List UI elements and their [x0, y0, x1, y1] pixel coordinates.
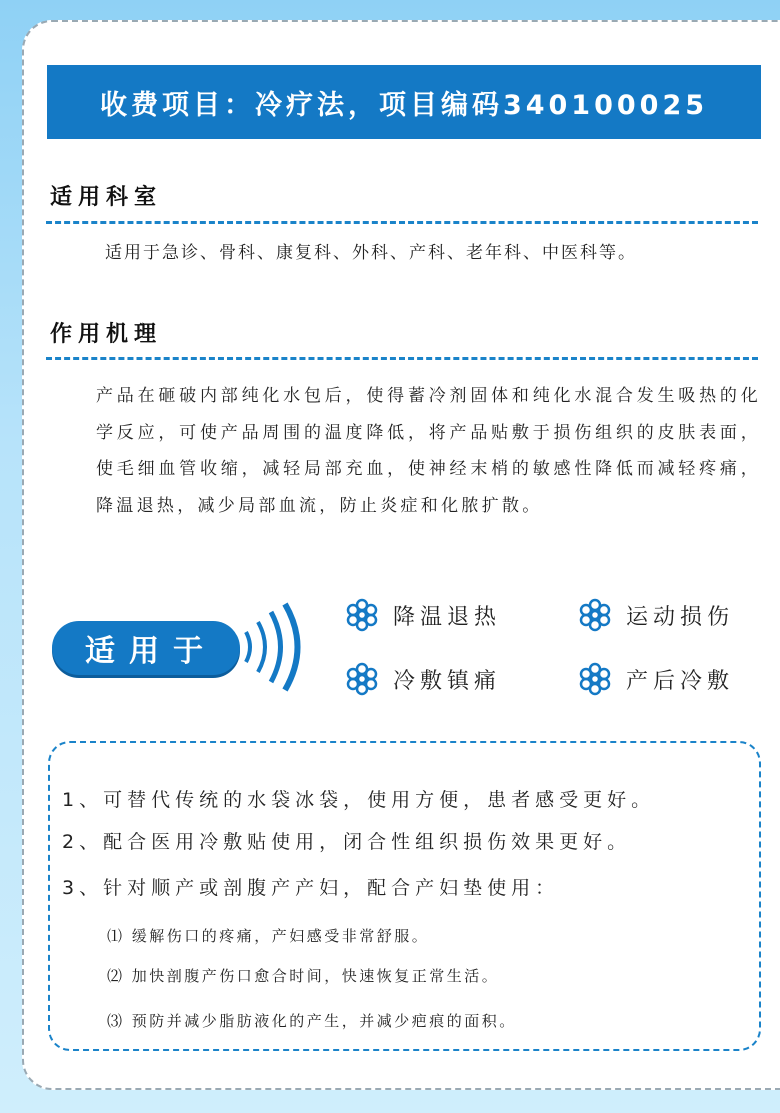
- note-item: 3、针对顺产或剖腹产产妇，配合产妇垫使用：: [62, 877, 560, 899]
- snowflake-icon: [345, 598, 379, 632]
- fee-item-banner: 收费项目：冷疗法，项目编码340100025: [47, 65, 761, 139]
- applicable-item: [345, 598, 501, 632]
- note-subitem: ⑵ 加快剖腹产伤口愈合时间，快速恢复正常生活。: [107, 967, 500, 985]
- applicable-item-label: 产后冷敷: [626, 668, 735, 694]
- signal-waves-icon: [238, 602, 318, 692]
- mechanism-text: 产品在砸破内部纯化水包后，使得蓄冷剂固体和纯化水混合发生吸热的化学反应，可使产品周围的温度降低，将产品贴敷于损伤组织的皮肤表面，使毛细血管收缩，减轻局部充血，使神经末梢的敏感性降低而减轻疼痛，降温退热，减少局部血流，防止炎症和化脓扩散。: [96, 386, 761, 516]
- departments-text: 适用于急诊、骨科、康复科、外科、产科、老年科、中医科等。: [105, 243, 637, 263]
- applicable-item-label: 降温退热: [393, 604, 502, 630]
- note-subitem: ⑴ 缓解伤口的疼痛，产妇感受非常舒服。: [107, 927, 430, 945]
- applicable-item: [578, 662, 734, 696]
- applicable-item-label: 冷敷镇痛: [393, 668, 502, 694]
- note-item: 2、配合医用冷敷贴使用，闭合性组织损伤效果更好。: [62, 831, 632, 853]
- departments-title: 适用科室: [50, 185, 163, 210]
- note-subitem: ⑶ 预防并减少脂肪液化的产生，并减少疤痕的面积。: [107, 1012, 517, 1030]
- applicable-item: [345, 662, 501, 696]
- applicable-badge: 适用于: [52, 621, 240, 675]
- applicable-item-label: 运动损伤: [626, 604, 735, 630]
- applicable-item: [578, 598, 734, 632]
- snowflake-icon: [578, 662, 612, 696]
- mechanism-divider: [46, 357, 758, 360]
- snowflake-icon: [345, 662, 379, 696]
- snowflake-icon: [578, 598, 612, 632]
- mechanism-title: 作用机理: [50, 322, 163, 347]
- departments-divider: [46, 221, 758, 224]
- note-item: 1、可替代传统的水袋冰袋，使用方便，患者感受更好。: [62, 789, 656, 811]
